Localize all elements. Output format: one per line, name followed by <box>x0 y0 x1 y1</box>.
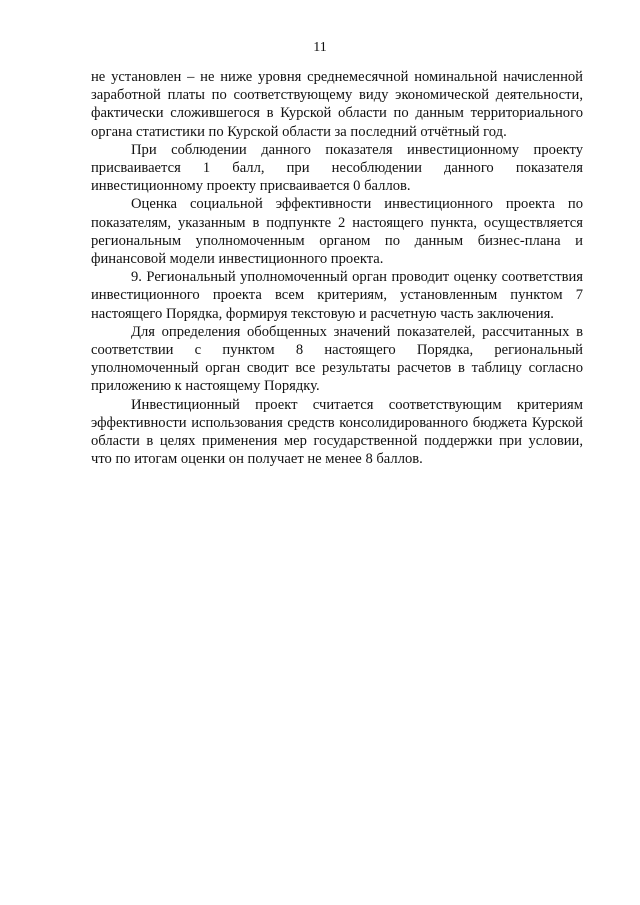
paragraph-social-efficiency: Оценка социальной эффективности инвестиционного проекта по показателям, указанным в подпункте 2 настоящего пункта, осуществляется региональным уполномоченным органом по данным бизнес-плана и финансовой модели инвестиционного проекта. <box>91 196 583 268</box>
paragraph-points-rule: При соблюдении данного показателя инвестиционному проекту присваивается 1 балл, при несоблюдении данного показателя инвестиционному проекту присваивается 0 баллов. <box>91 141 583 195</box>
document-body <box>91 68 583 468</box>
page-number: 11 <box>313 40 327 55</box>
paragraph-item-9: 9. Региональный уполномоченный орган проводит оценку соответствия инвестиционного проекта всем критериям, установленным пунктом 7 настоящего Порядка, формируя текстовую и расчетную часть заключения. <box>91 269 583 322</box>
paragraph-conclusion: Инвестиционный проект считается соответствующим критериям эффективности использования средств консолидированного бюджета Курской области в целях применения мер государственной поддержки при условии, что по итогам оценки он получает не менее 8 баллов. <box>91 396 583 468</box>
paragraph-summary-table: Для определения обобщенных значений показателей, рассчитанных в соответствии с пунктом 8 настоящего Порядка, региональный уполномоченный орган сводит все результаты расчетов в таблицу согласно приложению к настоящему Порядку. <box>91 323 583 395</box>
paragraph-continuation: не установлен – не ниже уровня среднемесячной номинальной начисленной заработной платы по соответствующему виду экономической деятельности, фактически сложившегося в Курской области по данным территориального органа статистики по Курской области за последний отчётный год. <box>91 69 583 140</box>
